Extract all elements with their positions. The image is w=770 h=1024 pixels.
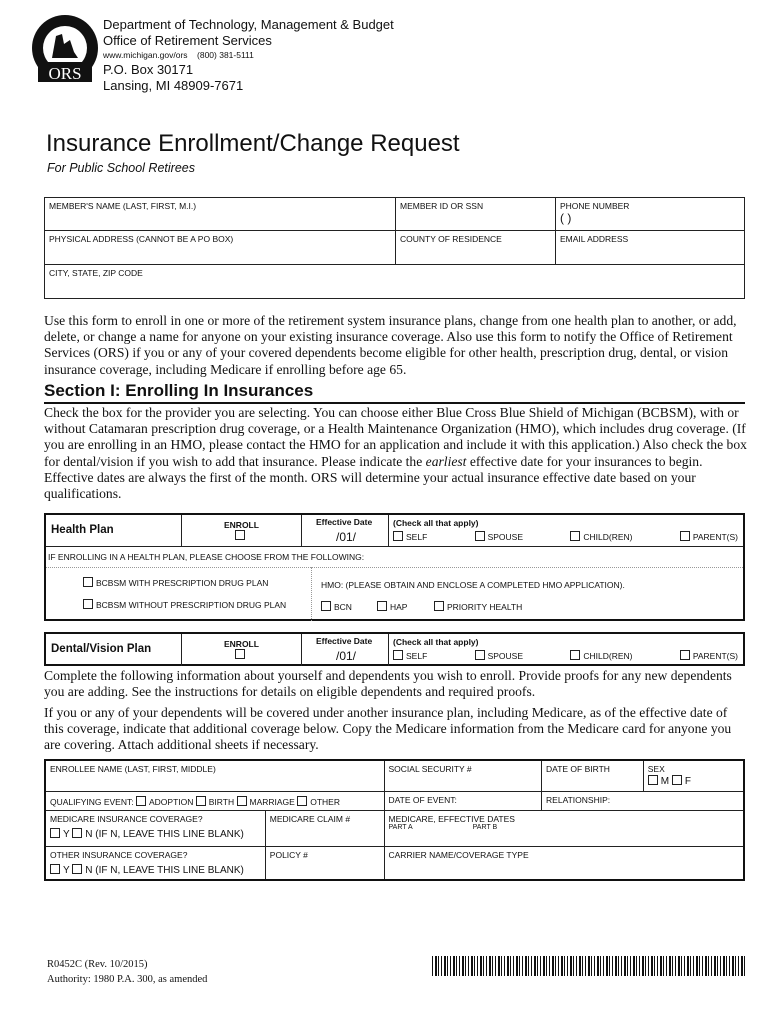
medicare-claim-field[interactable]: MEDICARE CLAIM # bbox=[265, 810, 384, 846]
medicare-dates-field[interactable]: MEDICARE, EFFECTIVE DATES PART A PART B bbox=[384, 810, 744, 846]
enrollee-name-field[interactable]: ENROLLEE NAME (LAST, FIRST, MIDDLE) bbox=[45, 760, 384, 791]
section1-paragraph: Check the box for the provider you are selecting. You can choose either Blue Cross Blue Shield of Michigan (BCBSM), with or without Catamaran prescription drug coverage, or a Health Maintenance Organization (HMO), which includes drug coverage. (If you are enrolling in an HMO, please contact the HMO for an application and include it with this application.) Also check the box for dental/vision if you wish to add that insurance. Please indicate the earliest effective date for your insurances to begin. Effective dates are always the first of the month. ORS will determine your actual insurance effective date based on your qualifications. bbox=[44, 405, 747, 502]
bcbsm-without-checkbox[interactable]: BCBSM WITHOUT PRESCRIPTION DRUG PLAN bbox=[83, 599, 286, 610]
enroll-health: ENROLL bbox=[224, 520, 259, 541]
other-n-checkbox[interactable] bbox=[72, 864, 82, 874]
check-all-label: (Check all that apply) bbox=[393, 518, 479, 528]
subtitle: For Public School Retirees bbox=[47, 161, 195, 175]
coverage-paragraph: If you or any of your dependents will be covered under another insurance plan, including Medicare, as of the effective date of this coverage, indicate that additional coverage below. Copy the Medicare information from the Medicare card for anyone you are covering. Attach additional sheets if necessary. bbox=[44, 705, 732, 753]
website-link[interactable]: www.michigan.gov/ors bbox=[103, 50, 188, 60]
medicare-y-checkbox[interactable] bbox=[50, 828, 60, 838]
enroll-dental-checkbox[interactable] bbox=[235, 649, 245, 659]
member-info-table bbox=[44, 197, 745, 299]
enroll-dental: ENROLL bbox=[224, 639, 259, 660]
self-checkbox[interactable]: SELF bbox=[393, 531, 427, 542]
date-of-event-field[interactable]: DATE OF EVENT: bbox=[384, 791, 542, 810]
enrollee-table bbox=[44, 759, 745, 881]
member-id-field[interactable]: MEMBER ID OR SSN bbox=[396, 198, 556, 231]
health-plan-label: Health Plan bbox=[51, 524, 114, 536]
birth-checkbox[interactable]: BIRTH bbox=[196, 797, 234, 807]
member-name-field[interactable]: MEMBER'S NAME (LAST, FIRST, M.I.) bbox=[45, 198, 396, 231]
medicare-coverage: MEDICARE INSURANCE COVERAGE? Y N (IF N, LEAVE THIS LINE BLANK) bbox=[45, 810, 265, 846]
spouse-checkbox[interactable]: SPOUSE bbox=[475, 531, 523, 542]
priority-health-checkbox[interactable]: PRIORITY HEALTH bbox=[434, 601, 522, 612]
header-address bbox=[103, 17, 394, 94]
address-field[interactable]: PHYSICAL ADDRESS (CANNOT BE A PO BOX) bbox=[45, 231, 396, 265]
choose-label: IF ENROLLING IN A HEALTH PLAN, PLEASE CHOOSE FROM THE FOLLOWING: bbox=[48, 552, 365, 562]
footer bbox=[47, 957, 207, 987]
hmo-label: HMO: (PLEASE OBTAIN AND ENCLOSE A COMPLETED HMO APPLICATION). bbox=[321, 580, 625, 590]
bcn-checkbox[interactable]: BCN bbox=[321, 601, 352, 612]
other-coverage: OTHER INSURANCE COVERAGE? Y N (IF N, LEAVE THIS LINE BLANK) bbox=[45, 846, 265, 880]
qualifying-event: QUALIFYING EVENT: ADOPTION BIRTH MARRIAGE OTHER bbox=[45, 791, 384, 810]
marriage-checkbox[interactable]: MARRIAGE bbox=[237, 797, 295, 807]
adoption-checkbox[interactable]: ADOPTION bbox=[136, 797, 193, 807]
dental-plan-box bbox=[44, 632, 745, 666]
phone-field[interactable]: PHONE NUMBER ( ) bbox=[556, 198, 745, 231]
sex-m-checkbox[interactable] bbox=[648, 775, 658, 785]
form-number: R0452C (Rev. 10/2015) bbox=[47, 959, 148, 970]
parents-checkbox[interactable]: PARENT(S) bbox=[680, 531, 738, 542]
other-y-checkbox[interactable] bbox=[50, 864, 60, 874]
spouse-checkbox[interactable]: SPOUSE bbox=[475, 650, 523, 661]
children-checkbox[interactable]: CHILD(REN) bbox=[570, 531, 632, 542]
office: Office of Retirement Services bbox=[103, 33, 272, 48]
email-field[interactable]: EMAIL ADDRESS bbox=[556, 231, 745, 265]
self-checkbox[interactable]: SELF bbox=[393, 650, 427, 661]
hap-checkbox[interactable]: HAP bbox=[377, 601, 407, 612]
po-box: P.O. Box 30171 bbox=[103, 62, 194, 77]
relationship-field[interactable]: RELATIONSHIP: bbox=[542, 791, 744, 810]
department: Department of Technology, Management & Budget bbox=[103, 17, 394, 32]
effective-date-field[interactable]: /01/ bbox=[336, 649, 357, 663]
carrier-field[interactable]: CARRIER NAME/COVERAGE TYPE bbox=[384, 846, 744, 880]
effective-date-label: Effective Date bbox=[316, 517, 373, 527]
section-heading: Section I: Enrolling In Insurances bbox=[44, 381, 314, 400]
city-state-zip-field[interactable]: CITY, STATE, ZIP CODE bbox=[45, 265, 745, 299]
authority: Authority: 1980 P.A. 300, as amended bbox=[47, 974, 208, 985]
bcbsm-with-checkbox[interactable]: BCBSM WITH PRESCRIPTION DRUG PLAN bbox=[83, 577, 268, 588]
dental-plan-label: Dental/Vision Plan bbox=[51, 643, 152, 655]
page-title: Insurance Enrollment/Change Request bbox=[46, 130, 460, 157]
phone: (800) 381-5111 bbox=[197, 50, 254, 60]
dob-field[interactable]: DATE OF BIRTH bbox=[542, 760, 644, 791]
enroll-health-checkbox[interactable] bbox=[235, 530, 245, 540]
check-all-label: (Check all that apply) bbox=[393, 637, 479, 647]
medicare-n-checkbox[interactable] bbox=[72, 828, 82, 838]
other-checkbox[interactable]: OTHER bbox=[297, 797, 340, 807]
parents-checkbox[interactable]: PARENT(S) bbox=[680, 650, 738, 661]
county-field[interactable]: COUNTY OF RESIDENCE bbox=[396, 231, 556, 265]
dependents-paragraph: Complete the following information about yourself and dependents you wish to enroll. Provide proofs for any new dependents you are adding. See the instructions for details on eligible dependents and required proofs. bbox=[44, 668, 732, 700]
ors-logo bbox=[30, 14, 100, 86]
intro-paragraph: Use this form to enroll in one or more of the retirement system insurance plans, change from one health plan to another, or add, delete, or change a name for anyone on your existing insurance coverage. Also use this form to notify the Office of Retirement Services (ORS) if you or any of your covered dependents become eligible for other health, prescription drug, dental, or vision insurance coverage, including Medicare if enrolling before age 65. bbox=[44, 313, 737, 377]
effective-date-field[interactable]: /01/ bbox=[336, 530, 357, 544]
barcode bbox=[432, 956, 745, 976]
effective-date-label: Effective Date bbox=[316, 636, 373, 646]
svg-text:ORS: ORS bbox=[48, 64, 82, 83]
children-checkbox[interactable]: CHILD(REN) bbox=[570, 650, 632, 661]
policy-field[interactable]: POLICY # bbox=[265, 846, 384, 880]
city: Lansing, MI 48909-7671 bbox=[103, 78, 244, 93]
health-plan-box bbox=[44, 513, 745, 621]
sex-field: SEX M F bbox=[643, 760, 744, 791]
sex-f-checkbox[interactable] bbox=[672, 775, 682, 785]
ssn-field[interactable]: SOCIAL SECURITY # bbox=[384, 760, 542, 791]
